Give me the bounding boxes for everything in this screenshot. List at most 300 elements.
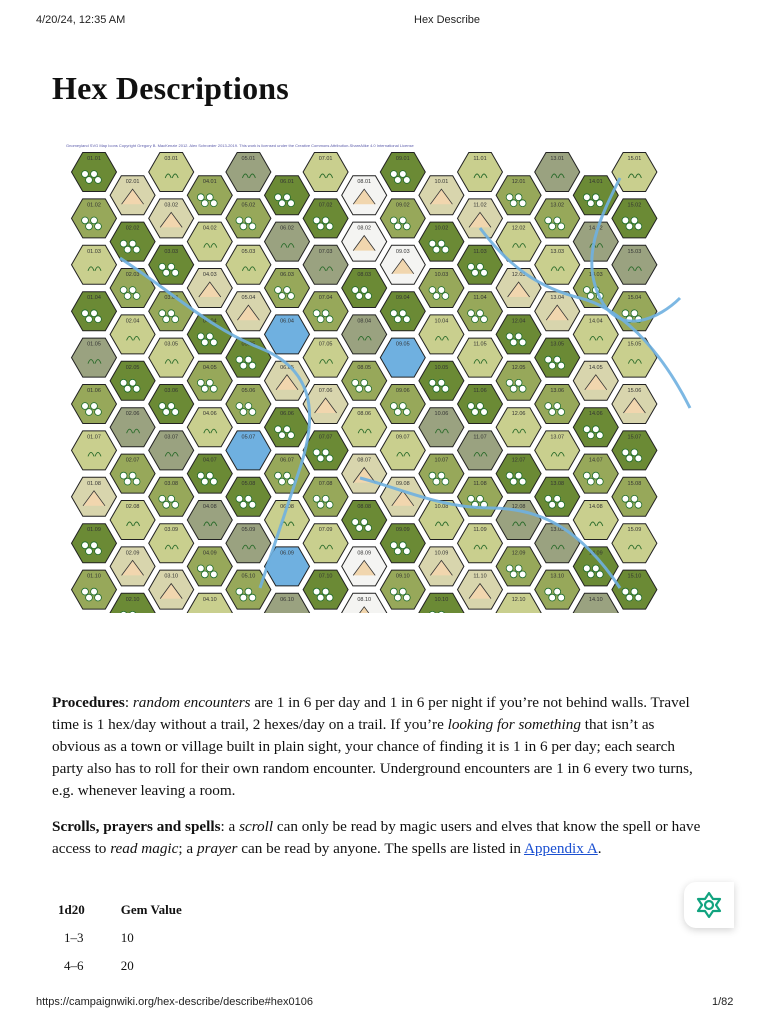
tree-icon: [399, 171, 406, 178]
hex-14.10[interactable]: [573, 593, 618, 613]
hex-11.01[interactable]: [458, 153, 503, 192]
hex-10.04[interactable]: [419, 315, 464, 354]
tree-icon: [519, 385, 526, 392]
hex-05.02[interactable]: [226, 199, 271, 238]
tree-icon: [631, 495, 638, 502]
hex-15.08[interactable]: [612, 477, 657, 516]
hex-label: 02.08: [125, 504, 140, 510]
hex-10.09[interactable]: [419, 547, 464, 586]
term-read-magic: read magic: [110, 840, 179, 857]
tree-icon: [352, 519, 359, 526]
hex-10.01[interactable]: [419, 176, 464, 215]
tree-icon: [587, 293, 594, 300]
tree-icon: [622, 495, 629, 502]
tree-icon: [159, 310, 166, 317]
tree-icon: [390, 588, 397, 595]
hex-06.02[interactable]: [265, 222, 310, 261]
hex-15.09[interactable]: [612, 524, 657, 563]
tree-icon: [249, 594, 256, 601]
hex-02.08[interactable]: [110, 501, 155, 540]
tree-icon: [240, 409, 247, 416]
hex-08.02[interactable]: [342, 222, 387, 261]
hex-label: 03.10: [164, 573, 179, 580]
hex-label: 10.04: [434, 318, 449, 325]
tree-icon: [510, 478, 517, 485]
tree-icon: [279, 432, 286, 439]
hex-08.09[interactable]: [342, 547, 387, 586]
tree-icon: [91, 588, 98, 595]
tree-icon: [583, 472, 590, 479]
tree-icon: [86, 316, 93, 323]
hex-label: 06.02: [280, 225, 294, 232]
hex-08.04[interactable]: [342, 315, 387, 354]
tree-icon: [626, 223, 633, 230]
hex-14.02[interactable]: [573, 222, 618, 261]
hex-13.08[interactable]: [535, 477, 580, 516]
tree-icon: [510, 200, 517, 207]
tree-icon: [249, 501, 256, 508]
hex-label: 06.06: [280, 411, 294, 418]
hex-label: 08.05: [357, 364, 372, 371]
tree-icon: [587, 432, 594, 439]
hex-14.05[interactable]: [573, 361, 618, 400]
hex-08.01[interactable]: [342, 176, 387, 215]
tree-icon: [515, 472, 522, 479]
tree-icon: [168, 403, 175, 410]
hex-label: 12.07: [511, 457, 526, 464]
tree-icon: [313, 310, 320, 317]
text: .: [597, 840, 602, 857]
hex-05.04[interactable]: [226, 292, 271, 331]
tree-icon: [168, 495, 175, 502]
hex-12.06[interactable]: [496, 408, 541, 447]
tree-icon: [279, 200, 286, 207]
tree-icon: [326, 223, 333, 230]
text: :: [124, 694, 133, 711]
tree-icon: [477, 310, 484, 317]
hex-label: 15.01: [627, 156, 642, 162]
hex-03.04[interactable]: [149, 292, 194, 331]
hex-02.09[interactable]: [110, 547, 155, 586]
hex-11.04[interactable]: [458, 292, 503, 331]
tree-icon: [236, 217, 243, 224]
hex-12.05[interactable]: [496, 361, 541, 400]
hex-10.05[interactable]: [419, 361, 464, 400]
tree-icon: [275, 426, 282, 433]
hex-14.09[interactable]: [573, 547, 618, 586]
tree-icon: [206, 333, 213, 340]
hex-02.04[interactable]: [110, 315, 155, 354]
tree-icon: [592, 565, 599, 572]
hex-label: 02.04: [125, 318, 140, 325]
hex-06.01[interactable]: [265, 176, 310, 215]
hex-15.04[interactable]: [612, 292, 657, 331]
tree-icon: [322, 449, 329, 456]
hex-label: 09.02: [395, 202, 410, 209]
hex-label: 07.09: [318, 527, 333, 534]
hex-07.10[interactable]: [303, 570, 348, 609]
hex-label: 01.04: [87, 295, 101, 302]
hex-07.07[interactable]: [303, 431, 348, 470]
hex-label: 15.03: [627, 248, 642, 255]
hex-06.10[interactable]: [265, 593, 310, 613]
hex-12.08[interactable]: [496, 501, 541, 540]
tree-icon: [583, 426, 590, 433]
tree-icon: [394, 548, 401, 555]
hex-13.10[interactable]: [535, 570, 580, 609]
tree-icon: [477, 263, 484, 270]
hex-03.10[interactable]: [149, 570, 194, 609]
tree-icon: [438, 287, 445, 294]
scrolls-paragraph: [52, 816, 702, 860]
tree-icon: [210, 200, 217, 207]
tree-icon: [481, 409, 488, 416]
tree-icon: [554, 356, 561, 363]
hex-04.07[interactable]: [187, 454, 232, 493]
hex-13.02[interactable]: [535, 199, 580, 238]
hex-01.10[interactable]: [72, 570, 117, 609]
scrolls-label: Scrolls, prayers and spells: [52, 818, 221, 835]
hex-04.09[interactable]: [187, 547, 232, 586]
footer-url: https://campaignwiki.org/hex-describe/describe#hex0106: [36, 996, 313, 1008]
hex-03.01[interactable]: [149, 153, 194, 192]
hex-label: 10.06: [434, 411, 449, 418]
hex-label: 15.08: [627, 480, 642, 487]
tree-icon: [168, 263, 175, 270]
hex-02.02[interactable]: [110, 222, 155, 261]
hex-07.05[interactable]: [303, 338, 348, 377]
hex-06.06[interactable]: [265, 408, 310, 447]
tree-icon: [442, 385, 449, 392]
hex-02.06[interactable]: [110, 408, 155, 447]
hex-13.06[interactable]: [535, 385, 580, 424]
hex-03.06[interactable]: [149, 385, 194, 424]
map-credit: Gnomeyland SVG Map Icons Copyright Gregory B. MacKenzie 2012. Alex Schroeder 2013-2019. This work is licensed under the Creative Commons Attribution-ShareAlike 4.0 International License: [66, 143, 414, 148]
hex-01.09[interactable]: [72, 524, 117, 563]
tree-icon: [317, 594, 324, 601]
hex-label: 10.08: [434, 504, 449, 510]
tree-icon: [403, 594, 410, 601]
tree-icon: [91, 217, 98, 224]
tree-icon: [361, 519, 368, 526]
hex-04.08[interactable]: [187, 501, 232, 540]
tree-icon: [279, 293, 286, 300]
hex-label: 07.03: [318, 248, 333, 255]
hex-04.06[interactable]: [187, 408, 232, 447]
tree-icon: [506, 565, 513, 572]
hex-label: 02.03: [125, 272, 140, 278]
hex-05.06[interactable]: [226, 385, 271, 424]
tree-icon: [124, 478, 131, 485]
hex-01.02[interactable]: [72, 199, 117, 238]
tree-icon: [558, 501, 565, 508]
hex-15.06[interactable]: [612, 385, 657, 424]
hex-02.07[interactable]: [110, 454, 155, 493]
hex-10.02[interactable]: [419, 222, 464, 261]
tree-icon: [356, 385, 363, 392]
hex-11.03[interactable]: [458, 245, 503, 284]
hex-03.08[interactable]: [149, 477, 194, 516]
tree-icon: [592, 194, 599, 201]
tree-icon: [95, 223, 102, 230]
hex-09.01[interactable]: [380, 153, 425, 192]
tree-icon: [129, 287, 136, 294]
hex-04.03[interactable]: [187, 269, 232, 308]
hex-label: 05.10: [241, 573, 256, 580]
hex-08.07[interactable]: [342, 454, 387, 493]
hex-01.07[interactable]: [72, 431, 117, 470]
tree-icon: [510, 571, 517, 578]
hex-04.10[interactable]: [187, 593, 232, 613]
tree-icon: [197, 565, 204, 572]
hex-05.08[interactable]: [226, 477, 271, 516]
hex-03.09[interactable]: [149, 524, 194, 563]
hex-01.04[interactable]: [72, 292, 117, 331]
hex-01.05[interactable]: [72, 338, 117, 377]
text: can be read by anyone. The spells are listed in: [237, 840, 524, 857]
hex-06.05[interactable]: [265, 361, 310, 400]
hex-09.07[interactable]: [380, 431, 425, 470]
tree-icon: [558, 223, 565, 230]
hex-14.07[interactable]: [573, 454, 618, 493]
text: can only be read by magic users and elves that know the spell or have access to: [52, 818, 701, 857]
hex-11.06[interactable]: [458, 385, 503, 424]
hex-13.07[interactable]: [535, 431, 580, 470]
hex-08.06[interactable]: [342, 408, 387, 447]
hex-08.03[interactable]: [342, 269, 387, 308]
tree-icon: [468, 310, 475, 317]
tree-icon: [86, 409, 93, 416]
tree-icon: [515, 194, 522, 201]
hex-15.07[interactable]: [612, 431, 657, 470]
hex-15.01[interactable]: [612, 153, 657, 192]
hex-label: 07.06: [318, 388, 333, 394]
hex-09.03[interactable]: [380, 245, 425, 284]
hex-06.03[interactable]: [265, 269, 310, 308]
tree-icon: [133, 246, 140, 253]
hex-01.06[interactable]: [72, 385, 117, 424]
hex-07.09[interactable]: [303, 524, 348, 563]
hex-10.07[interactable]: [419, 454, 464, 493]
hex-label: 11.06: [473, 388, 487, 394]
hex-label: 10.02: [434, 225, 449, 232]
hex-12.04[interactable]: [496, 315, 541, 354]
tree-icon: [515, 333, 522, 340]
hex-11.02[interactable]: [458, 199, 503, 238]
gem-table: [52, 900, 182, 980]
tree-icon: [356, 525, 363, 532]
hex-12.07[interactable]: [496, 454, 541, 493]
hex-label: 06.03: [280, 272, 294, 278]
hex-10.06[interactable]: [419, 408, 464, 447]
hex-14.06[interactable]: [573, 408, 618, 447]
tree-icon: [558, 594, 565, 601]
table-cell: 4–6: [64, 958, 84, 973]
tree-icon: [210, 478, 217, 485]
hex-label: 09.04: [395, 295, 410, 302]
hex-09.02[interactable]: [380, 199, 425, 238]
tree-icon: [201, 478, 208, 485]
hex-01.08[interactable]: [72, 477, 117, 516]
hex-11.05[interactable]: [458, 338, 503, 377]
hex-label: 10.07: [434, 457, 449, 464]
tree-icon: [197, 194, 204, 201]
hex-13.03[interactable]: [535, 245, 580, 284]
hex-03.07[interactable]: [149, 431, 194, 470]
tree-icon: [429, 287, 436, 294]
tree-icon: [506, 194, 513, 201]
tree-icon: [245, 495, 252, 502]
hex-13.01[interactable]: [535, 153, 580, 192]
tree-icon: [583, 194, 590, 201]
hex-label: 11.05: [473, 341, 487, 348]
tree-icon: [429, 472, 436, 479]
hex-07.01[interactable]: [303, 153, 348, 192]
ai-assistant-button[interactable]: [684, 882, 734, 928]
hex-label: 04.01: [202, 179, 217, 186]
hex-02.05[interactable]: [110, 361, 155, 400]
hex-08.10[interactable]: [342, 593, 387, 613]
hex-04.02[interactable]: [187, 222, 232, 261]
tree-icon: [403, 223, 410, 230]
hex-12.10[interactable]: [496, 593, 541, 613]
hex-11.10[interactable]: [458, 570, 503, 609]
hex-08.08[interactable]: [342, 501, 387, 540]
tree-icon: [403, 409, 410, 416]
tree-icon: [317, 455, 324, 462]
hex-07.02[interactable]: [303, 199, 348, 238]
hex-07.04[interactable]: [303, 292, 348, 331]
hex-13.09[interactable]: [535, 524, 580, 563]
hex-11.07[interactable]: [458, 431, 503, 470]
hex-12.01[interactable]: [496, 176, 541, 215]
hex-label: 03.09: [164, 527, 179, 534]
tree-icon: [236, 403, 243, 410]
tree-icon: [442, 478, 449, 485]
tree-icon: [91, 542, 98, 549]
tree-icon: [361, 287, 368, 294]
hex-09.10[interactable]: [380, 570, 425, 609]
tree-icon: [626, 501, 633, 508]
hex-label: 03.08: [164, 480, 179, 487]
hex-label: 04.02: [202, 225, 217, 232]
hex-label: 03.05: [164, 341, 179, 348]
hex-label: 07.04: [318, 295, 333, 302]
hex-15.03[interactable]: [612, 245, 657, 284]
hex-label: 06.08: [280, 504, 294, 510]
tree-icon: [245, 217, 252, 224]
hex-label: 15.04: [627, 295, 642, 302]
hex-01.01[interactable]: [72, 153, 117, 192]
hex-09.05[interactable]: [380, 338, 425, 377]
hex-10.10[interactable]: [419, 593, 464, 613]
hex-04.01[interactable]: [187, 176, 232, 215]
tree-icon: [284, 287, 291, 294]
hex-03.03[interactable]: [149, 245, 194, 284]
hex-label: 10.05: [434, 364, 449, 371]
table-row: [52, 924, 182, 952]
hex-05.01[interactable]: [226, 153, 271, 192]
hex-11.09[interactable]: [458, 524, 503, 563]
hex-09.09[interactable]: [380, 524, 425, 563]
hex-02.03[interactable]: [110, 269, 155, 308]
tree-icon: [163, 409, 170, 416]
hex-05.03[interactable]: [226, 245, 271, 284]
hex-13.05[interactable]: [535, 338, 580, 377]
tree-icon: [549, 409, 556, 416]
hex-label: 12.06: [511, 411, 526, 418]
hex-label: 12.08: [511, 504, 526, 510]
hex-15.02[interactable]: [612, 199, 657, 238]
hex-label: 08.06: [357, 411, 372, 418]
hex-05.07[interactable]: [226, 431, 271, 470]
tree-icon: [313, 449, 320, 456]
hex-02.01[interactable]: [110, 176, 155, 215]
hex-09.06[interactable]: [380, 385, 425, 424]
hex-02.10[interactable]: [110, 593, 155, 613]
tree-icon: [365, 385, 372, 392]
appendix-a-link[interactable]: Appendix A: [523, 840, 598, 857]
procedures-paragraph: [52, 692, 702, 802]
tree-icon: [399, 310, 406, 317]
hex-label: 11.01: [473, 156, 487, 162]
hex-label: 01.03: [87, 248, 101, 255]
tree-icon: [91, 403, 98, 410]
hex-label: 08.08: [357, 504, 372, 510]
hex-map[interactable]: [60, 148, 700, 613]
hex-label: 03.07: [164, 434, 179, 441]
hex-09.04[interactable]: [380, 292, 425, 331]
footer-page-number: 1/82: [712, 996, 734, 1008]
hex-14.04[interactable]: [573, 315, 618, 354]
hex-label: 09.09: [395, 527, 410, 534]
tree-icon: [510, 339, 517, 346]
hex-15.10[interactable]: [612, 570, 657, 609]
hex-03.02[interactable]: [149, 199, 194, 238]
hex-label: 04.10: [202, 596, 217, 603]
hex-03.05[interactable]: [149, 338, 194, 377]
tree-icon: [82, 542, 89, 549]
tree-icon: [477, 403, 484, 410]
tree-icon: [201, 339, 208, 346]
tree-icon: [206, 194, 213, 201]
hex-01.03[interactable]: [72, 245, 117, 284]
hex-04.05[interactable]: [187, 361, 232, 400]
hex-12.03[interactable]: [496, 269, 541, 308]
tree-icon: [236, 356, 243, 363]
hex-label: 04.04: [202, 318, 217, 325]
hex-15.05[interactable]: [612, 338, 657, 377]
hex-07.08[interactable]: [303, 477, 348, 516]
tree-icon: [317, 316, 324, 323]
tree-icon: [468, 495, 475, 502]
tree-icon: [95, 409, 102, 416]
hex-10.03[interactable]: [419, 269, 464, 308]
hex-07.03[interactable]: [303, 245, 348, 284]
hex-05.09[interactable]: [226, 524, 271, 563]
hex-12.09[interactable]: [496, 547, 541, 586]
hex-label: 11.08: [473, 480, 487, 487]
text: are 1 in 6 per day and 1 in 6 per night if you’re not behind walls. Travel time is 1 hex/day without a trail, 2 hexes/day on a trail. If you’re: [52, 694, 690, 733]
hex-label: 08.02: [357, 225, 372, 232]
hex-label: 13.08: [550, 480, 565, 487]
hex-08.05[interactable]: [342, 361, 387, 400]
tree-icon: [240, 501, 247, 508]
hex-14.08[interactable]: [573, 501, 618, 540]
hex-label: 05.04: [241, 295, 256, 302]
hex-11.08[interactable]: [458, 477, 503, 516]
hex-06.04[interactable]: [265, 315, 310, 354]
